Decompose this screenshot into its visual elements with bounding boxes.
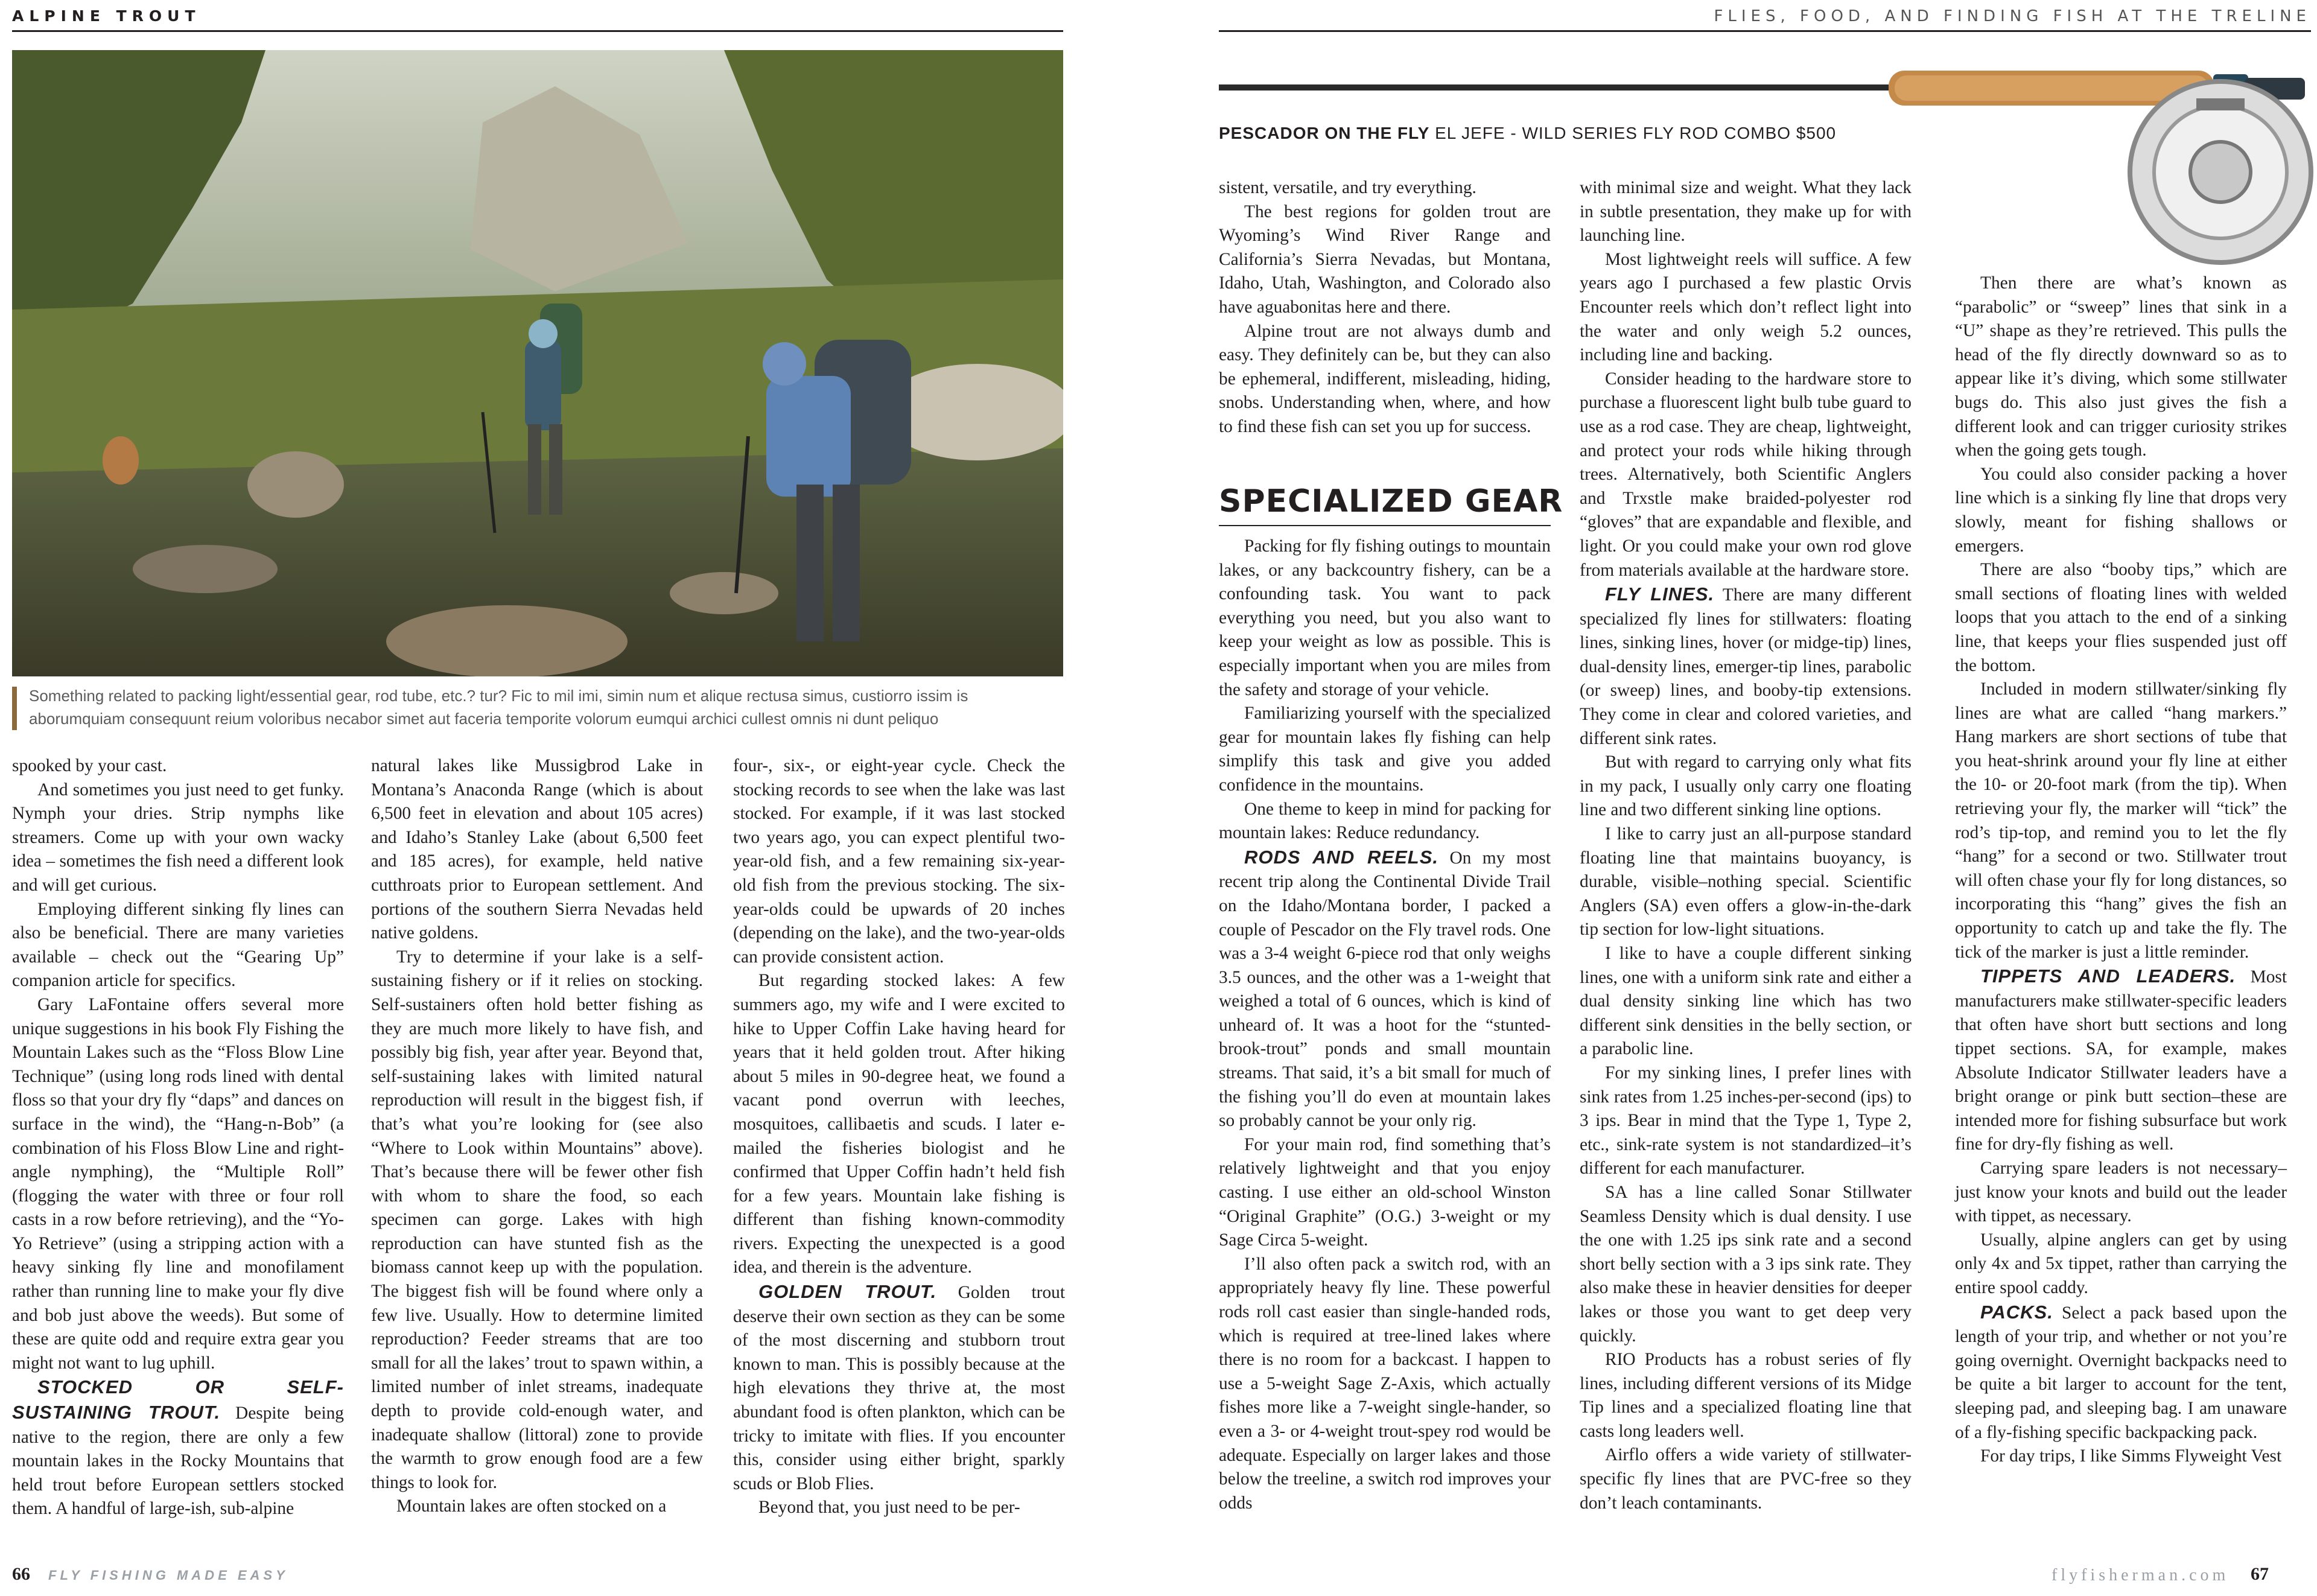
paragraph-text: One theme to keep in mind for packing for mountain lakes: Reduce redundancy. (1219, 799, 1551, 843)
paragraph (1219, 702, 1551, 797)
paragraph-text: I’ll also often pack a switch rod, with an appropriately heavy fly line. These powerful rods roll cast easier than single-handed rods, which is required at tree-lined lakes where there is no room for a backcast. I happen to use a 5-weight Sage Z-Axis, which actually fishes more like a 7-weight single-hander, so even a 3- or 4-weight trout-spey rod would be adequate. Especially on larger lakes and those below the treeline, a switch rod improves your odds (1219, 1254, 1551, 1513)
paragraph (12, 898, 344, 993)
paragraph-text: Airflo offers a wide variety of stillwater-specific fly lines that are PVC-free so they don’t leach contaminants. (1580, 1445, 1912, 1513)
paragraph-text: Carrying spare leaders is not necessary–just know your knots and build out the leader with tippet, as necessary. (1955, 1158, 2287, 1226)
paragraph (1955, 1300, 2287, 1445)
paragraph (12, 1375, 344, 1521)
column-3 (733, 754, 1065, 1520)
paragraph (1580, 942, 1912, 1061)
paragraph-text: The best regions for golden trout are Wyoming’s Wind River Range and California’s Sierra Nevadas, but Montana, Idaho, Utah, Washington, and Colorado also have aguabonitas here and there. (1219, 202, 1551, 317)
paragraph (1219, 200, 1551, 320)
paragraph (1955, 272, 2287, 463)
column-2 (371, 754, 703, 1519)
paragraph-text: Familiarizing yourself with the specialized gear for mountain lakes fly fishing can help simplify this task and give you added confidence in the mountains. (1219, 704, 1551, 795)
left-footer-title: FLY FISHING MADE EASY (48, 1568, 288, 1583)
paragraph-text: There are many different specialized fly lines for stillwaters: floating lines, sinking lines, hover (or midge-tip) lines, dual-density lines, emerger-tip lines, parabolic (or sweep) lines, and booby-tip extensions. They come in clear and colored varieties, and different sink rates. (1580, 585, 1912, 748)
product-brand: PESCADOR ON THE FLY (1219, 124, 1430, 142)
photo-caption (29, 684, 1067, 730)
paragraph-text: But with regard to carrying only what fits in my pack, I usually only carry one floating line and two different sinking line options. (1580, 752, 1912, 820)
paragraph (1580, 248, 1912, 367)
paragraph-text: Consider heading to the hardware store to purchase a fluorescent light bulb tube guard to use as a rod case. They are cheap, lightweight, and protect your rods while hiking through trees. Alternatively, both Scientific Anglers and Trxstle make braided-polyester rod “gloves” that are expandable and flexible, and light. Or you could make your own rod glove from materials available at the hardware store. (1580, 369, 1912, 580)
paragraph (12, 778, 344, 898)
paragraph (1955, 463, 2287, 558)
paragraph-text: Then there are what’s known as “parabolic” or “sweep” lines that sink in a “U” shape as they’re retrieved. This pulls the head of the fly directly downward so as to appear like it’s diving, which some stillwater bugs do. This also just gives the fish a different look and can trigger curiosity strikes when the going gets tough. (1955, 273, 2287, 460)
paragraph-text: I like to have a couple different sinking lines, one with a uniform sink rate and either a dual density sinking line which has two different sink densities in the belly section, or a parabolic line. (1580, 944, 1912, 1059)
subhead: STOCKED OR SELF-SUSTAINING TROUT. (12, 1376, 344, 1423)
paragraph (1580, 1348, 1912, 1443)
paragraph-text: For day trips, I like Simms Flyweight Vest (1980, 1446, 2282, 1466)
paragraph-text: natural lakes like Mussigbrod Lake in Montana’s Anaconda Range (which is about 6,500 feet in elevation and about 105 acres) and Idaho’s Stanley Lake (about 6,500 feet and 185 acres), for example, held native cutthroats prior to European settlement. And portions of the southern Sierra Nevadas held native goldens. (371, 756, 703, 943)
right-page-number: 67 (2251, 1564, 2269, 1584)
column-4-bottom (1219, 535, 1551, 1515)
subhead: GOLDEN TROUT. (758, 1281, 937, 1303)
paragraph (733, 969, 1065, 1280)
paragraph (12, 754, 344, 778)
section-title-rule (1219, 525, 1551, 526)
paragraph-text: There are also “booby tips,” which are small sections of floating lines with welded loops that you attach to the end of a sinking line, that keeps your flies suspended just off the bottom. (1955, 560, 2287, 675)
column-4-top (1219, 176, 1551, 439)
paragraph-text: Try to determine if your lake is a self-sustaining fishery or if it relies on stocking. Self-sustainers often hold better fishing as they are much more likely to have fish, and possibly big fish, year after year. Beyond that, self-sustaining lakes with limited natural reproduction will result in the biggest fish, if that’s what you’re looking for (see also “Where to Look within Mountains” above). That’s because there will be fewer other fish with whom to share the food, so each specimen can gorge. Lakes with high reproduction can have stunted fish as the biomass cannot keep up with the population. The biggest fish will be found where only a few live. Usually. How to determine limited reproduction? Feeder streams that are too small for all the lakes’ trout to spawn within, a limited number of inlet streams, inadequate depth to provide cold-enough water, and inadequate shallow (littoral) zone to provide the warmth to grow enough food are a few things to look for. (371, 947, 703, 1492)
paragraph (1580, 582, 1912, 751)
paragraph-text: sistent, versatile, and try everything. (1219, 178, 1476, 197)
paragraph-text: Included in modern stillwater/sinking fly lines are what are called “hang markers.” Hang markers are short sections of tube that you heat-shrink around your fly line at either the 10- or 20-foot mark (from the tip). When retrieving your fly, the marker will “tick” the rod’s tip-top, and remind you to let the fly “hang” for a second or two. Stillwater trout will often chase your fly for long distances, so incorporating this “hang” gives the fish an opportunity to catch up and take the fly. The tick of the marker is just a little reminder. (1955, 679, 2287, 962)
paragraph-text: I like to carry just an all-purpose standard floating line that maintains buoyancy, is durable, visible–nothing special. Scientific Anglers (SA) even offers a glow-in-the-dark tip section for low-light situations. (1580, 824, 1912, 939)
right-header-rule (1219, 30, 2311, 32)
subhead: PACKS. (1980, 1301, 2053, 1323)
caption-line-1: Something related to packing light/essential gear, rod tube, etc.? tur? Fic to mil imi, simin num et alique rectusa simus, custiorro issim is (29, 687, 968, 705)
paragraph (1219, 1253, 1551, 1516)
caption-line-2: aborumquiam consequunt reium voloribus necabor simet aut faceria temporite volorum eumqui archici cullest omnis ni dunt peliquo (29, 710, 939, 728)
subhead: FLY LINES. (1605, 583, 1715, 605)
paragraph-text: Despite being native to the region, there are only a few mountain lakes in the Rocky Mountains that held trout before European settlers stocked them. A handful of large-ish, sub-alpine (12, 1404, 345, 1519)
paragraph (1955, 1445, 2287, 1469)
paragraph-text: Alpine trout are not always dumb and easy. They definitely can be, but they can also be ephemeral, indifferent, misleading, hiding, snobs. Understanding when, where, and how to find these fish can set you up for success. (1219, 321, 1551, 436)
product-label (1219, 124, 1836, 143)
paragraph-text: But regarding stocked lakes: A few summers ago, my wife and I were excited to hike to Upper Coffin Lake having heard for years that it held golden trout. After hiking about 5 miles in 90-degree heat, we found a vacant pond overrun with leeches, mosquitoes, callibaetis and scuds. I later e-mailed the fisheries biologist and he confirmed that Upper Coffin hadn’t held fish for a few years. Mountain lake fishing is different than fishing known-commodity rivers. Expecting the unexpected is a good idea, and therein is the adventure. (733, 971, 1065, 1277)
paragraph (1955, 558, 2287, 678)
paragraph (1580, 751, 1912, 822)
column-1 (12, 754, 344, 1521)
paragraph-text: Beyond that, you just need to be per- (758, 1498, 1020, 1518)
left-page-number: 66 (12, 1564, 30, 1584)
paragraph (733, 754, 1065, 969)
left-running-header: ALPINE TROUT (12, 7, 201, 25)
paragraph-text: Golden trout deserve their own section as they can be some of the most discerning and stubborn trout known to man. This is possibly because at the high elevations they thrive at, the most abundant food is often plankton, which can be tricky to imitate with flies. If you encounter this, consider using either bright, sparkly scuds or Blob Flies. (733, 1283, 1066, 1493)
paragraph (1219, 176, 1551, 200)
subhead: RODS AND REELS. (1244, 846, 1438, 868)
paragraph (1955, 678, 2287, 964)
paragraph (371, 754, 703, 946)
column-5 (1580, 176, 1912, 1515)
paragraph (1580, 822, 1912, 942)
paragraph (1955, 964, 2287, 1157)
column-6 (1955, 272, 2287, 1469)
paragraph (733, 1280, 1065, 1496)
left-header-rule (12, 30, 1063, 32)
paragraph (1219, 845, 1551, 1133)
paragraph (371, 946, 703, 1495)
paragraph (1580, 1443, 1912, 1515)
paragraph (1219, 1133, 1551, 1253)
paragraph (1580, 1181, 1912, 1348)
paragraph-text: Usually, alpine anglers can get by using only 4x and 5x tippet, rather than carrying the entire spool caddy. (1955, 1230, 2287, 1297)
product-description: EL JEFE - WILD SERIES FLY ROD COMBO $500 (1435, 124, 1837, 142)
hiking-photo (12, 50, 1063, 676)
paragraph-text: with minimal size and weight. What they lack in subtle presentation, they make up for with launching line. (1580, 178, 1912, 246)
paragraph-text: On my most recent trip along the Continental Divide Trail on the Idaho/Montana border, I packed a couple of Pescador on the Fly travel rods. One was a 3-4 weight 6-piece rod that only weighs 3.5 ounces, and the other was a 1-weight that weighed a total of 6 ounces, which is kind of unheard of. It was a hoot for the “stunted-brook-trout” ponds and small mountain streams. That said, it’s a bit small for much of the fishing you’ll do even at mountain lakes so probably cannot be your only rig. (1219, 848, 1551, 1131)
paragraph (1219, 798, 1551, 845)
paragraph (1955, 1157, 2287, 1229)
subhead: TIPPETS AND LEADERS. (1980, 965, 2236, 987)
paragraph-text: SA has a line called Sonar Stillwater Seamless Density which is dual density. I use the one with 1.25 ips sink rate and a second short belly section with a 3 ips sink rate. They also make these in heavier densities for deeper lakes or those you want to get deep very quickly. (1580, 1182, 1912, 1346)
right-footer-url: flyfisherman.com (2052, 1566, 2230, 1585)
paragraph (1580, 367, 1912, 582)
paragraph-text: four-, six-, or eight-year cycle. Check the stocking records to see when the lake was last stocked. For example, if it was last stocked two years ago, you can expect plentiful two-year-old fish, and a few remaining six-year-old fish from the previous stocking. The six-year-olds could be upwards of 20 inches (depending on the lake), and the two-year-olds can provide consistent action. (733, 756, 1065, 967)
paragraph-text: Gary LaFontaine offers several more unique suggestions in his book Fly Fishing the Mountain Lakes such as the “Floss Blow Line Technique” (using long rods lined with dental floss so that your dry fly “daps” and dances on surface in the wind), the “Hang-n-Bob” (a combination of his Floss Blow Line and right-angle nymphing), the “Multiple Roll” (flogging the water with three or four roll casts in a row before retrieving), and the “Yo-Yo Retrieve” (using a stripping action with a heavy sinking fly line and monofilament rather than running line to make your fly dive and bob just above the weeds). But some of these are quite odd and require extra gear you might not want to lug uphill. (12, 994, 344, 1373)
paragraph (1580, 176, 1912, 248)
paragraph-text: Mountain lakes are often stocked on a (396, 1496, 667, 1516)
paragraph (1219, 320, 1551, 439)
paragraph (733, 1496, 1065, 1520)
paragraph-text: Most manufacturers make stillwater-specific leaders that often have short butt sections and long tippet sections. SA, for example, makes Absolute Indicator Stillwater leaders have a bright orange or pink butt section–these are intended more for fishing subsurface but work fine for dry-fly fishing as well. (1955, 967, 2287, 1154)
paragraph-text: Most lightweight reels will suffice. A few years ago I purchased a few plastic Orvis Encounter reels which don’t reflect light into the water and only weigh 5.2 ounces, including line and backing. (1580, 249, 1912, 365)
paragraph-text: Employing different sinking fly lines can also be beneficial. There are many varieties available – check out the “Gearing Up” companion article for specifics. (12, 899, 344, 991)
paragraph-text: Select a pack based upon the length of your trip, and whether or not you’re going overnight. Overnight backpacks need to be quite a bit larger to account for the tent, sleeping pad, and sleeping bag. I am unaware of a fly-fishing specific backpacking pack. (1955, 1303, 2287, 1442)
paragraph (1955, 1229, 2287, 1300)
paragraph-text: Packing for fly fishing outings to mountain lakes, or any backcountry fishery, can be a confounding task. You want to pack everything you need, but you also want to keep your weight as low as possible. This is especially important when you are miles from the safety and storage of your vehicle. (1219, 536, 1551, 699)
paragraph-text: RIO Products has a robust series of fly lines, including different versions of its Midge Tip lines and a specialized floating line that casts long leaders well. (1580, 1350, 1912, 1441)
paragraph-text: You could also consider packing a hover line which is a sinking fly line that drops very slowly, meant for fishing shallows or emergers. (1955, 464, 2287, 556)
paragraph (1219, 535, 1551, 702)
paragraph-text: For your main rod, find something that’s relatively lightweight and that you enjoy casting. I use either an old-school Winston “Original Graphite” (O.G.) 3-weight or my Sage Circa 5-weight. (1219, 1134, 1551, 1250)
section-title: SPECIALIZED GEAR (1219, 483, 1563, 520)
paragraph (12, 993, 344, 1376)
caption-bar (12, 687, 17, 730)
paragraph (371, 1495, 703, 1519)
paragraph-text: spooked by your cast. (12, 756, 167, 775)
paragraph-text: And sometimes you just need to get funky. Nymph your dries. Strip nymphs like streamers. Come up with your own wacky idea – sometimes the fish need a different look and will get curious. (12, 780, 344, 895)
right-running-header: FLIES, FOOD, AND FINDING FISH AT THE TRELINE (1714, 7, 2311, 25)
paragraph-text: For my sinking lines, I prefer lines with sink rates from 1.25 inches-per-second (ips) to 3 ips. Bear in mind that the Type 1, Type 2, etc., sink-rate system is not standardized–it’s different for each manufacturer. (1580, 1063, 1912, 1178)
paragraph (1580, 1061, 1912, 1181)
